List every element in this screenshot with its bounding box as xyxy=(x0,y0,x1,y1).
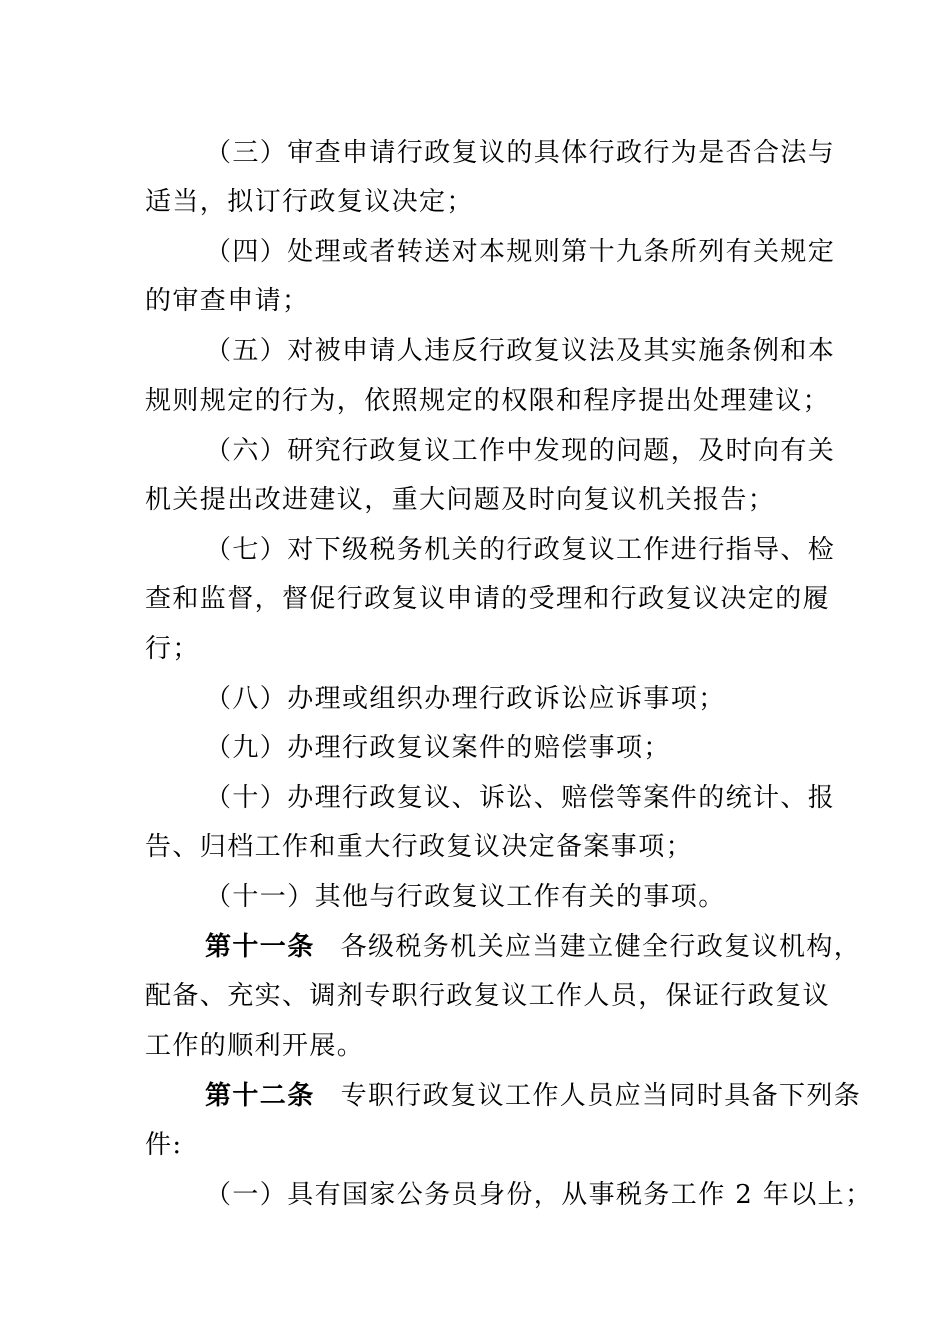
paragraph-line: 适当，拟订行政复议决定； xyxy=(145,187,474,217)
paragraph-line: （三）审查申请行政复议的具体行政行为是否合法与 xyxy=(205,138,836,168)
paragraph-line: （四）处理或者转送对本规则第十九条所列有关规定 xyxy=(205,237,836,267)
paragraph-line: （九）办理行政复议案件的赔偿事项； xyxy=(205,733,671,763)
paragraph-line: 的审查申请； xyxy=(145,286,310,316)
article-12-heading: 第十二条 xyxy=(205,1081,315,1111)
article-12-line xyxy=(205,1079,861,1113)
paragraph-line: 配备、充实、调剂专职行政复议工作人员，保证行政复议 xyxy=(145,981,831,1011)
article-11-line xyxy=(205,930,861,964)
article-11-heading: 第十一条 xyxy=(205,932,315,962)
paragraph-line: （六）研究行政复议工作中发现的问题，及时向有关 xyxy=(205,436,836,466)
paragraph-line: （十一）其他与行政复议工作有关的事项。 xyxy=(205,882,726,912)
paragraph-line: （五）对被申请人违反行政复议法及其实施条例和本 xyxy=(205,336,836,366)
paragraph-line: 工作的顺利开展。 xyxy=(145,1031,365,1061)
paragraph-line: 规则规定的行为，依照规定的权限和程序提出处理建议； xyxy=(145,386,831,416)
paragraph-line: 行； xyxy=(145,634,200,664)
paragraph-line: （八）办理或组织办理行政诉讼应诉事项； xyxy=(205,684,726,714)
paragraph-line: 告、归档工作和重大行政复议决定备案事项； xyxy=(145,832,694,862)
article-12-text: 专职行政复议工作人员应当同时具备下列条 xyxy=(340,1081,862,1111)
paragraph-line: （十）办理行政复议、诉讼、赔偿等案件的统计、报 xyxy=(205,783,836,813)
paragraph-line: 机关提出改进建议，重大问题及时向复议机关报告； xyxy=(145,485,776,515)
paragraph-line: （七）对下级税务机关的行政复议工作进行指导、检 xyxy=(205,535,836,565)
article-11-text: 各级税务机关应当建立健全行政复议机构， xyxy=(340,932,862,962)
paragraph-line: 查和监督，督促行政复议申请的受理和行政复议决定的履 xyxy=(145,584,831,614)
paragraph-line: 件: xyxy=(145,1130,183,1160)
paragraph-line: （一）具有国家公务员身份，从事税务工作 2 年以上； xyxy=(205,1180,873,1210)
